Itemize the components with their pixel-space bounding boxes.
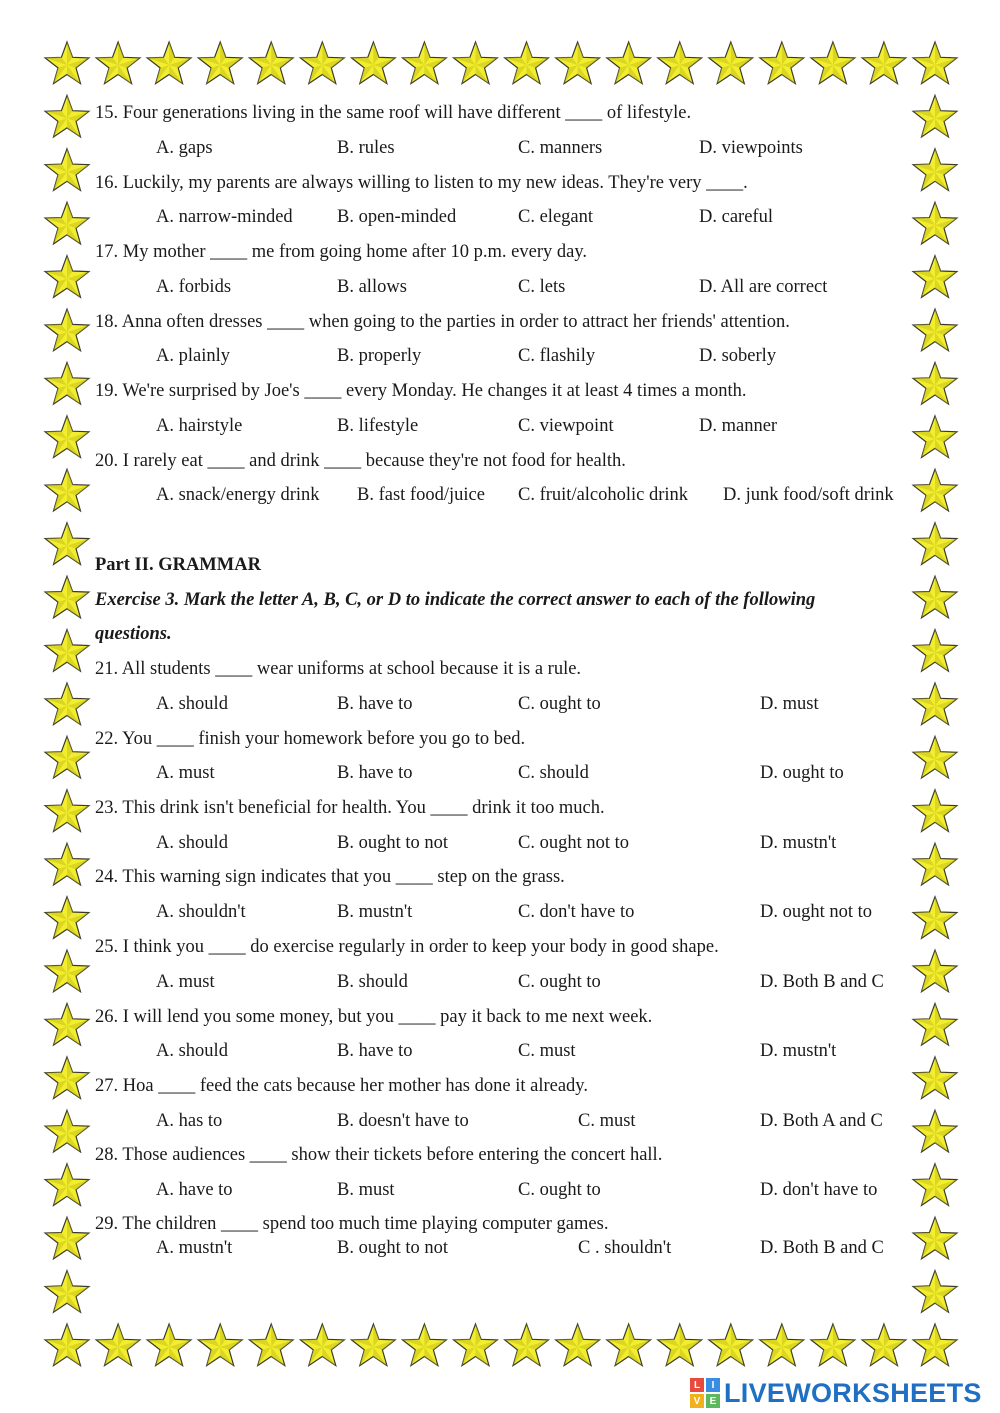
star-icon — [913, 1110, 957, 1152]
star-icon — [811, 42, 855, 84]
star-icon — [45, 309, 89, 351]
option-18d[interactable]: D. soberly — [699, 346, 777, 366]
option-28a[interactable]: A. have to — [156, 1180, 233, 1200]
option-15c[interactable]: C. manners — [518, 138, 603, 158]
star-icon — [454, 42, 498, 84]
star-icon — [45, 42, 89, 84]
option-15d[interactable]: D. viewpoints — [699, 138, 803, 158]
star-icon — [454, 1324, 498, 1366]
star-icon — [45, 1217, 89, 1259]
option-24c[interactable]: C. don't have to — [518, 902, 635, 922]
star-icon — [403, 1324, 447, 1366]
star-icon — [709, 42, 753, 84]
option-23a[interactable]: A. should — [156, 833, 228, 853]
star-icon — [45, 95, 89, 137]
question-22: 22. You ____ finish your homework before you go to bed. — [95, 729, 526, 749]
star-icon — [96, 1324, 140, 1366]
star-icon — [96, 42, 140, 84]
star-icon — [45, 843, 89, 885]
logo-mark-icon — [690, 1378, 720, 1408]
star-icon — [709, 1324, 753, 1366]
option-16c[interactable]: C. elegant — [518, 207, 594, 227]
part-heading: Part II. GRAMMAR — [95, 555, 261, 575]
option-19d[interactable]: D. manner — [699, 416, 778, 436]
star-icon — [913, 1324, 957, 1366]
option-20a[interactable]: A. snack/energy drink — [156, 485, 320, 505]
star-icon — [760, 42, 804, 84]
option-20d[interactable]: D. junk food/soft drink — [723, 485, 894, 505]
option-27b[interactable]: B. doesn't have to — [337, 1111, 469, 1131]
star-icon — [556, 1324, 600, 1366]
star-icon — [45, 469, 89, 511]
star-icon — [556, 42, 600, 84]
star-icon — [913, 1164, 957, 1206]
star-icon — [45, 256, 89, 298]
star-icon — [45, 149, 89, 191]
star-icon — [45, 363, 89, 405]
option-15a[interactable]: A. gaps — [156, 138, 213, 158]
star-icon — [147, 1324, 191, 1366]
star-icon — [913, 897, 957, 939]
star-icon — [45, 416, 89, 458]
option-28c[interactable]: C. ought to — [518, 1180, 601, 1200]
star-icon — [45, 1164, 89, 1206]
star-icon — [913, 523, 957, 565]
question-18: 18. Anna often dresses ____ when going to the parties in order to attract her friends' attention. — [95, 312, 790, 332]
star-icon — [760, 1324, 804, 1366]
exercise-instruction: Exercise 3. Mark the letter A, B, C, or D to indicate the correct answer to each of the following — [95, 590, 816, 610]
option-29d[interactable]: D. Both B and C — [760, 1238, 884, 1258]
option-21a[interactable]: A. should — [156, 694, 228, 714]
option-23c[interactable]: C. ought not to — [518, 833, 630, 853]
option-19b[interactable]: B. lifestyle — [337, 416, 419, 436]
star-icon — [913, 1271, 957, 1313]
question-20: 20. I rarely eat ____ and drink ____ because they're not food for health. — [95, 451, 626, 471]
option-17d[interactable]: D. All are correct — [699, 277, 828, 297]
option-25c[interactable]: C. ought to — [518, 972, 601, 992]
option-25a[interactable]: A. must — [156, 972, 215, 992]
star-icon — [658, 42, 702, 84]
star-icon — [403, 42, 447, 84]
option-27d[interactable]: D. Both A and C — [760, 1111, 883, 1131]
option-20c[interactable]: C. fruit/alcoholic drink — [518, 485, 689, 505]
star-icon — [505, 1324, 549, 1366]
star-icon — [249, 42, 293, 84]
star-icon — [300, 1324, 344, 1366]
option-15b[interactable]: B. rules — [337, 138, 395, 158]
star-icon — [913, 1217, 957, 1259]
liveworksheets-logo[interactable] — [690, 1378, 982, 1408]
option-19a[interactable]: A. hairstyle — [156, 416, 243, 436]
star-icon — [913, 42, 957, 84]
star-icon — [862, 42, 906, 84]
star-icon — [45, 1004, 89, 1046]
star-icon — [45, 736, 89, 778]
star-icon — [862, 1324, 906, 1366]
star-icon — [607, 42, 651, 84]
option-17a[interactable]: A. forbids — [156, 277, 232, 297]
star-icon — [607, 1324, 651, 1366]
option-23d[interactable]: D. mustn't — [760, 833, 837, 853]
option-18b[interactable]: B. properly — [337, 346, 422, 366]
star-icon — [913, 309, 957, 351]
star-icon — [352, 42, 396, 84]
option-20b[interactable]: B. fast food/juice — [357, 485, 485, 505]
star-icon — [45, 523, 89, 565]
star-icon — [147, 42, 191, 84]
option-26c[interactable]: C. must — [518, 1041, 576, 1061]
option-21c[interactable]: C. ought to — [518, 694, 601, 714]
star-icon — [913, 630, 957, 672]
star-icon — [45, 576, 89, 618]
question-27: 27. Hoa ____ feed the cats because her mother has done it already. — [95, 1076, 588, 1096]
star-icon — [45, 790, 89, 832]
star-icon — [198, 1324, 242, 1366]
option-27a[interactable]: A. has to — [156, 1111, 223, 1131]
question-16: 16. Luckily, my parents are always willing to listen to my new ideas. They're very ____. — [95, 173, 748, 193]
option-26b[interactable]: B. have to — [337, 1041, 413, 1061]
star-icon — [505, 42, 549, 84]
star-icon — [913, 363, 957, 405]
star-icon — [45, 950, 89, 992]
logo-letter: L — [690, 1378, 704, 1392]
star-icon — [658, 1324, 702, 1366]
option-18c[interactable]: C. flashily — [518, 346, 596, 366]
question-24: 24. This warning sign indicates that you ____ step on the grass. — [95, 867, 565, 887]
option-17c[interactable]: C. lets — [518, 277, 566, 297]
star-icon — [45, 897, 89, 939]
option-19c[interactable]: C. viewpoint — [518, 416, 614, 436]
star-icon — [913, 469, 957, 511]
brand-name: LIVEWORKSHEETS — [724, 1377, 982, 1408]
star-icon — [45, 202, 89, 244]
option-23b[interactable]: B. ought to not — [337, 833, 449, 853]
question-29: 29. The children ____ spend too much time playing computer games. — [95, 1214, 609, 1234]
option-26d[interactable]: D. mustn't — [760, 1041, 837, 1061]
question-19: 19. We're surprised by Joe's ____ every Monday. He changes it at least 4 times a month. — [95, 381, 747, 401]
star-icon — [811, 1324, 855, 1366]
option-21b[interactable]: B. have to — [337, 694, 413, 714]
option-18a[interactable]: A. plainly — [156, 346, 230, 366]
option-24b[interactable]: B. mustn't — [337, 902, 413, 922]
question-17: 17. My mother ____ me from going home after 10 p.m. every day. — [95, 242, 588, 262]
option-24a[interactable]: A. shouldn't — [156, 902, 246, 922]
option-22b[interactable]: B. have to — [337, 763, 413, 783]
question-25: 25. I think you ____ do exercise regularly in order to keep your body in good shape. — [95, 937, 719, 957]
logo-letter: I — [706, 1378, 720, 1392]
option-29c[interactable]: C . shouldn't — [578, 1238, 672, 1258]
option-16b[interactable]: B. open-minded — [337, 207, 457, 227]
star-icon — [913, 790, 957, 832]
question-21: 21. All students ____ wear uniforms at school because it is a rule. — [95, 659, 582, 679]
star-icon — [45, 1271, 89, 1313]
exercise-instruction-cont: questions. — [95, 624, 172, 644]
star-icon — [913, 1057, 957, 1099]
star-icon — [913, 736, 957, 778]
option-21d[interactable]: D. must — [760, 694, 819, 714]
star-icon — [352, 1324, 396, 1366]
star-icon — [45, 630, 89, 672]
option-22c[interactable]: C. should — [518, 763, 589, 783]
option-25b[interactable]: B. should — [337, 972, 408, 992]
star-icon — [45, 1057, 89, 1099]
option-22d[interactable]: D. ought to — [760, 763, 844, 783]
option-16a[interactable]: A. narrow-minded — [156, 207, 293, 227]
star-icon — [913, 843, 957, 885]
option-17b[interactable]: B. allows — [337, 277, 407, 297]
star-icon — [45, 683, 89, 725]
option-26a[interactable]: A. should — [156, 1041, 228, 1061]
question-28: 28. Those audiences ____ show their tickets before entering the concert hall. — [95, 1145, 663, 1165]
star-icon — [300, 42, 344, 84]
option-16d[interactable]: D. careful — [699, 207, 773, 227]
star-icon — [913, 1004, 957, 1046]
option-29b[interactable]: B. ought to not — [337, 1238, 449, 1258]
star-icon — [913, 256, 957, 298]
star-icon — [913, 149, 957, 191]
star-icon — [45, 1324, 89, 1366]
option-25d[interactable]: D. Both B and C — [760, 972, 884, 992]
star-icon — [913, 576, 957, 618]
option-27c[interactable]: C. must — [578, 1111, 636, 1131]
option-22a[interactable]: A. must — [156, 763, 215, 783]
question-26: 26. I will lend you some money, but you ____ pay it back to me next week. — [95, 1007, 653, 1027]
option-29a[interactable]: A. mustn't — [156, 1238, 233, 1258]
star-icon — [45, 1110, 89, 1152]
question-15: 15. Four generations living in the same roof will have different ____ of lifestyle. — [95, 103, 692, 123]
question-23: 23. This drink isn't beneficial for health. You ____ drink it too much. — [95, 798, 605, 818]
star-icon — [913, 416, 957, 458]
option-28d[interactable]: D. don't have to — [760, 1180, 878, 1200]
option-28b[interactable]: B. must — [337, 1180, 395, 1200]
star-icon — [913, 202, 957, 244]
option-24d[interactable]: D. ought not to — [760, 902, 873, 922]
star-icon — [913, 95, 957, 137]
logo-letter: E — [706, 1394, 720, 1408]
star-icon — [913, 950, 957, 992]
star-icon — [249, 1324, 293, 1366]
star-icon — [913, 683, 957, 725]
logo-letter: V — [690, 1394, 704, 1408]
star-icon — [198, 42, 242, 84]
